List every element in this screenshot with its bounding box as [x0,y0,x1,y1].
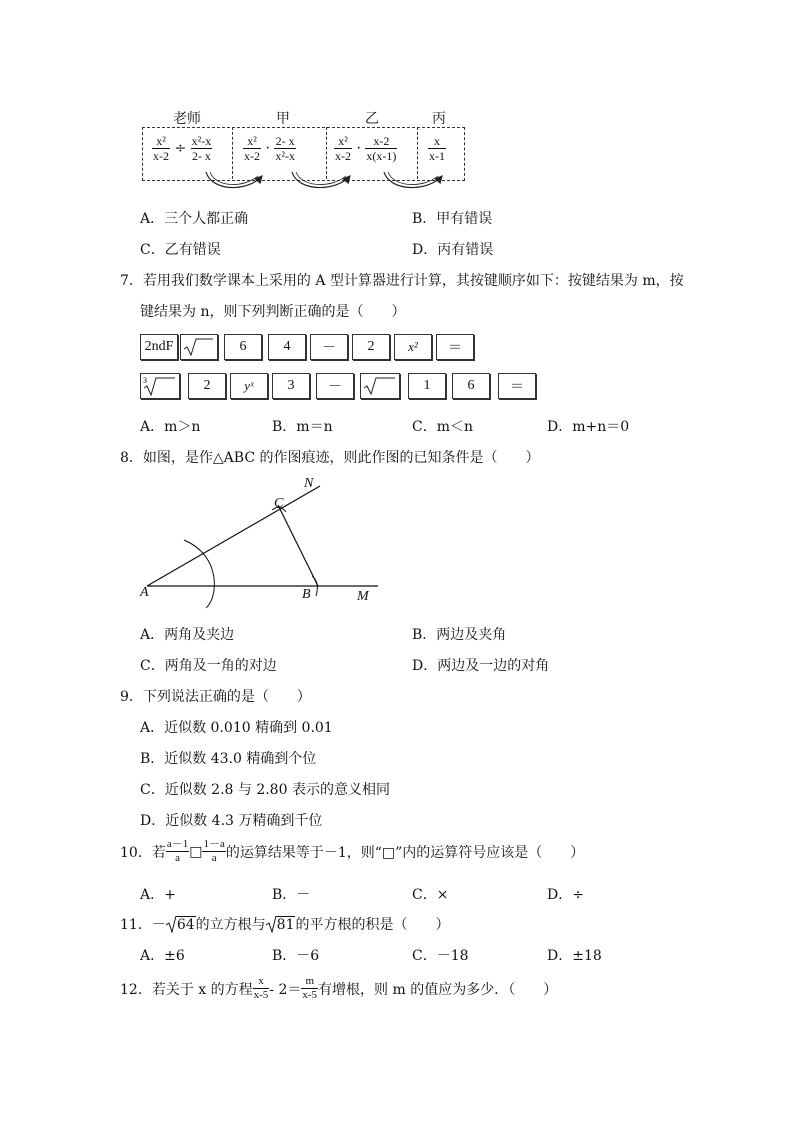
q11-option-d[interactable]: D．±18 [547,948,602,964]
q9-stem: 9．下列说法正确的是（ ） [120,689,311,705]
bing-expression: $\frac{x}{x-1}$ [429,134,445,163]
q11-stem: 11．－ 64 的立方根与 81 的平方根的积是（ ） [120,916,450,933]
transition-arrows [140,160,470,196]
key-3[interactable]: 3 [272,373,310,399]
q9-option-c[interactable]: C．近似数 2.8 与 2.80 表示的意义相同 [140,782,390,798]
key-equals[interactable]: ＝ [436,334,474,360]
header-jia: 甲 [276,111,290,127]
key-equals-2[interactable]: ＝ [498,373,536,399]
point-b-label: B [302,587,311,602]
radical-icon [166,915,176,933]
key-2ndf[interactable]: 2ndF [140,334,178,360]
svg-text:3: 3 [143,376,147,385]
q7-option-d[interactable]: D．m+n＝0 [547,419,630,435]
q11-option-c[interactable]: C．－18 [412,948,469,964]
teacher-expression: $\frac{\text{x²}}{x-2}$ ÷ $\frac{\text{x²-x}}{2- x}$ [153,134,212,163]
q7-key-row-2 [140,373,620,401]
key-y-power-x[interactable]: yˣ [230,373,268,399]
key-4[interactable]: 4 [268,334,306,360]
q7-stem-line1: 7．若用我们数学课本上采用的 A 型计算器进行计算，其按键顺序如下：按键结果为 m，按 [120,273,684,289]
key-2b[interactable]: 2 [188,373,226,399]
point-m-label: M [357,589,369,604]
key-6[interactable]: 6 [224,334,262,360]
q10-box: □ [189,843,203,860]
q8-option-b[interactable]: B．两边及夹角 [412,627,507,643]
yi-expression: $\frac{\text{x²}}{x-2}$ · $\frac{x-2}{x(x-1)}$ [335,134,397,163]
sqrt-81: 81 [266,915,296,933]
q10-fraction-2: $\frac{1-a}{a}$ [203,838,225,864]
q11-option-a[interactable]: A．±6 [140,948,185,964]
q7-stem-line2: 键结果为 n，则下列判断正确的是（ ） [140,304,406,320]
q7-key-row-1 [140,334,620,362]
q9-option-d[interactable]: D．近似数 4.3 万精确到千位 [140,813,323,829]
q8-option-a[interactable]: A．两角及夹边 [140,627,235,643]
q6-option-d[interactable]: D．丙有错误 [412,242,494,258]
q12-stem: 12．若关于 x 的方程 $\frac{x}{x-5}$ - 2＝ $\frac{m}{x-5}$ 有增根，则 m 的值应为多少．（ ） [120,975,558,1001]
q10-option-d[interactable]: D．÷ [547,887,584,903]
sqrt-64: 64 [166,915,196,933]
key-cbrt[interactable] [140,373,180,399]
sqrt-icon [183,337,213,357]
header-bing: 丙 [432,111,446,127]
key-minus[interactable]: － [310,334,348,360]
radical-icon-2 [266,915,276,933]
q7-option-a[interactable]: A．m＞n [140,419,201,435]
key-2[interactable]: 2 [352,334,390,360]
q10-stem: 10．若 $\frac{a-1}{a}$ □ $\frac{1-a}{a}$ 的运算结果等于－1，则“□”内的运算符号应该是（ ） [120,838,585,864]
key-x-squared[interactable]: x² [394,334,432,360]
q12-fraction-1: $\frac{x}{x-5}$ [253,975,269,1001]
q6-option-b[interactable]: B．甲有错误 [412,211,493,227]
q9-option-b[interactable]: B．近似数 43.0 精确到个位 [140,751,317,767]
q10-option-a[interactable]: A．+ [140,887,176,903]
q7-option-b[interactable]: B．m＝n [272,419,333,435]
point-a-label: A [140,585,149,600]
q10-option-c[interactable]: C．× [412,887,449,903]
q9-option-a[interactable]: A．近似数 0.010 精确到 0.01 [140,720,333,736]
q8-stem: 8．如图，是作△ABC 的作图痕迹，则此作图的已知条件是（ ） [120,450,540,466]
jia-expression: $\frac{\text{x²}}{x-2}$ · $\frac{2- x}{\text{x²-x}}$ [244,134,295,163]
cube-root-icon [143,375,175,397]
header-teacher: 老师 [173,111,201,127]
key-1[interactable]: 1 [408,373,446,399]
point-c-label: C [274,496,284,511]
key-minus-2[interactable]: － [316,373,354,399]
q11-option-b[interactable]: B．－6 [272,948,320,964]
key-6b[interactable]: 6 [452,373,490,399]
header-yi: 乙 [365,111,379,127]
q7-option-c[interactable]: C．m＜n [412,419,474,435]
q8-option-c[interactable]: C．两角及一角的对边 [140,658,277,674]
point-n-label: N [304,476,314,491]
key-sqrt-2[interactable] [360,373,400,399]
key-sqrt[interactable] [180,334,218,360]
sqrt-icon-2 [363,376,395,396]
q6-option-c[interactable]: C．乙有错误 [140,242,221,258]
q10-fraction-1: $\frac{a-1}{a}$ [166,838,189,864]
q10-option-b[interactable]: B．－ [272,887,311,903]
q8-option-d[interactable]: D．两边及一边的对角 [412,658,550,674]
q6-option-a[interactable]: A．三个人都正确 [140,211,249,227]
q8-construction-figure [130,472,390,612]
q12-fraction-2: $\frac{m}{x-5}$ [302,975,318,1001]
